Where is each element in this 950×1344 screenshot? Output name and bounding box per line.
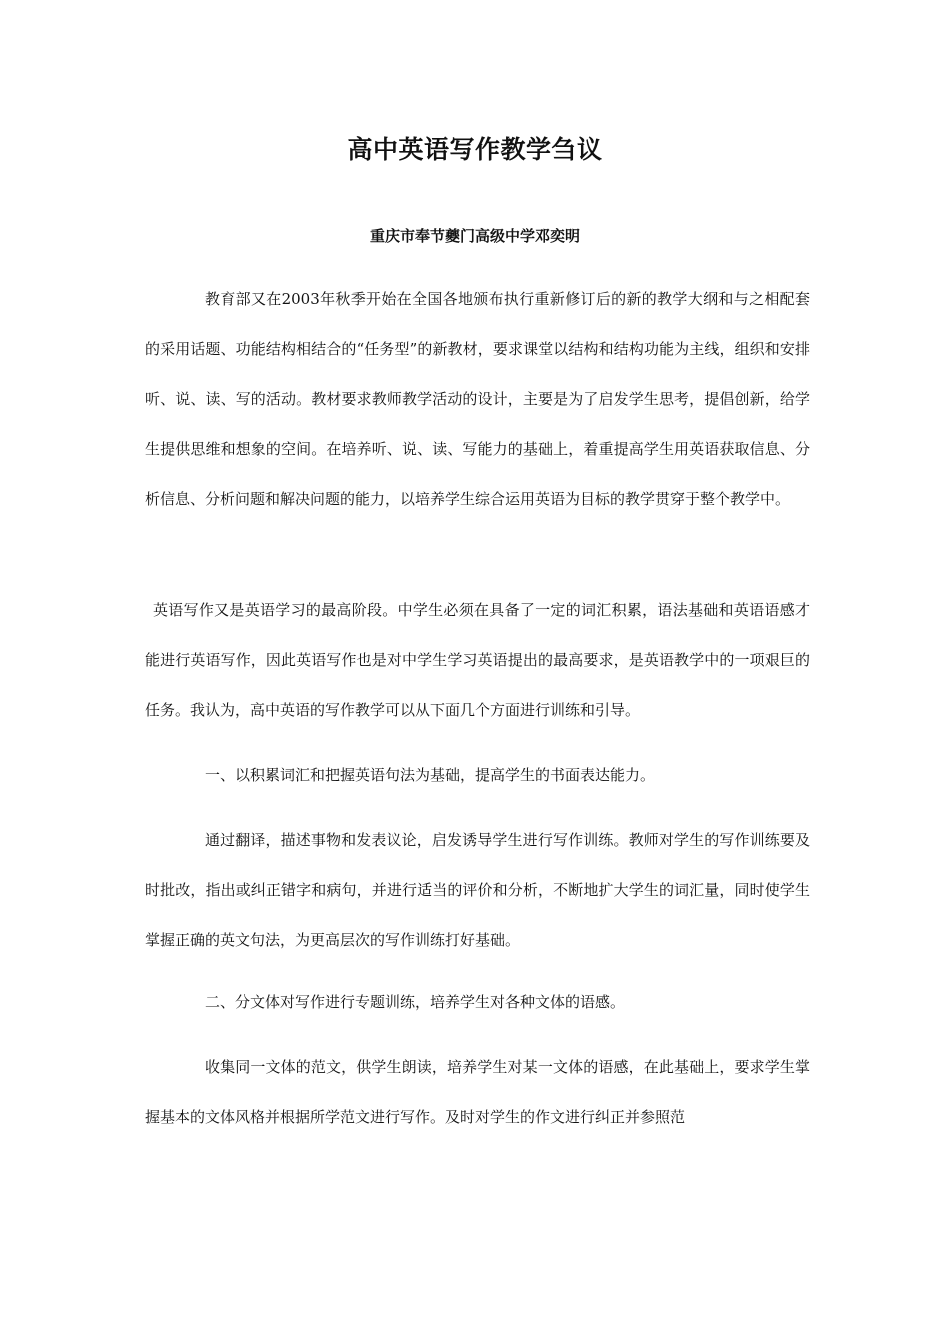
document-author: 重庆市奉节夔门高级中学邓奕明 — [369, 227, 580, 245]
document-title: 高中英语写作教学刍议 — [347, 135, 603, 164]
paragraph-3: 通过翻译，描述事物和发表议论，启发诱导学生进行写作训练。教师对学生的写作训练要及时批改，指出或纠正错字和病句，并进行适当的评价和分析，不断地扩大学生的词汇量，同时使学生掌握正确的英文句法，为更高层次的写作训练打好基础。 — [145, 831, 810, 949]
section-heading-2: 二、分文体对写作进行专题训练，培养学生对各种文体的语感。 — [205, 993, 626, 1011]
paragraph-4: 收集同一文体的范文，供学生朗读，培养学生对某一文体的语感，在此基础上，要求学生掌握基本的文体风格并根据所学范文进行写作。及时对学生的作文进行纠正并参照范 — [145, 1058, 810, 1126]
paragraph-2: 英语写作又是英语学习的最高阶段。中学生必须在具备了一定的词汇积累，语法基础和英语语感才能进行英语写作，因此英语写作也是对中学生学习英语提出的最高要求，是英语教学中的一项艰巨的任务。我认为，高中英语的写作教学可以从下面几个方面进行训练和引导。 — [145, 601, 810, 719]
section-heading-1: 一、以积累词汇和把握英语句法为基础，提高学生的书面表达能力。 — [205, 766, 656, 784]
paragraph-1: 教育部又在2003年秋季开始在全国各地颁布执行重新修订后的新的教学大纲和与之相配套的采用话题、功能结构相结合的“任务型”的新教材，要求课堂以结构和结构功能为主线，组织和安排听、说、读、写的活动。教材要求教师教学活动的设计，主要是为了启发学生思考，提倡创新，给学生提供思维和想象的空间。在培养听、说、读、写能力的基础上，着重提高学生用英语获取信息、分析信息、分析问题和解决问题的能力，以培养学生综合运用英语为目标的教学贯穿于整个教学中。 — [145, 290, 810, 508]
